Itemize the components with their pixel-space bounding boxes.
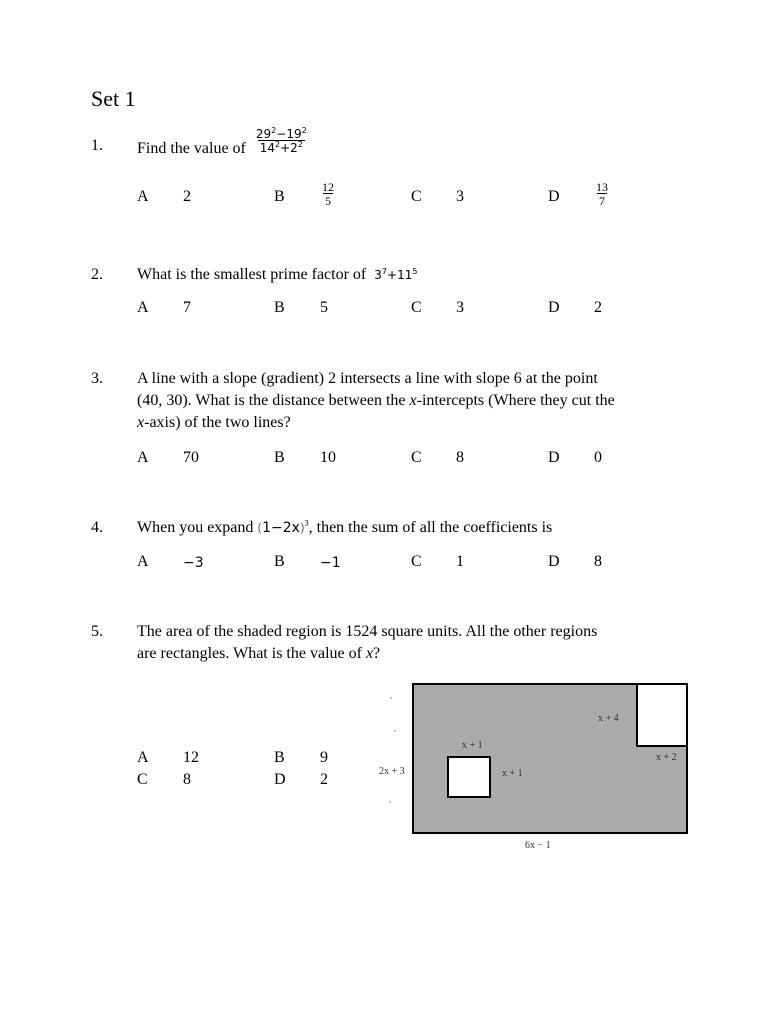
q3-option-c-letter: C	[411, 449, 422, 466]
question-2-expression: $3^7+11^5$	[374, 267, 418, 282]
q4-option-d-letter: D	[548, 553, 560, 570]
q3-option-d-letter: D	[548, 449, 560, 466]
q2-option-c-value: 3	[456, 299, 464, 316]
q5-option-b-letter: B	[274, 749, 285, 766]
question-4-expression: $(1-2x)^3$	[257, 518, 309, 536]
q1-option-c-letter: C	[411, 188, 422, 205]
question-4-prompt: When you expand	[137, 519, 254, 536]
q3-option-c-value: 8	[456, 449, 464, 466]
label-left: 2x + 3	[379, 766, 405, 777]
question-1-fraction	[254, 128, 309, 154]
q2-option-a-value: 7	[183, 299, 191, 316]
label-bottom: 6x − 1	[525, 840, 551, 851]
question-1-number: 1.	[91, 137, 103, 154]
question-3-line-3: x-axis) of the two lines?	[137, 414, 291, 431]
question-2-text	[137, 264, 417, 286]
q4-option-d-value: 8	[594, 553, 602, 570]
q1-option-b-letter: B	[274, 188, 285, 205]
q2-option-c-letter: C	[411, 299, 422, 316]
q1-option-d-letter: D	[548, 188, 560, 205]
q2-option-d-letter: D	[548, 299, 560, 316]
label-corner-left: x + 4	[598, 713, 619, 724]
label-inner-top: x + 1	[462, 740, 483, 751]
fraction-denominator: $14^2+2^2$	[259, 140, 303, 155]
q5-diagram	[370, 676, 700, 856]
question-2-number: 2.	[91, 266, 103, 283]
question-4-prompt-end: , then the sum of all the coefficients is	[308, 519, 553, 536]
q5-option-c-letter: C	[137, 771, 148, 788]
question-3-number: 3.	[91, 370, 103, 387]
q3-option-b-value: 10	[320, 449, 336, 466]
q5-option-d-letter: D	[274, 771, 286, 788]
q3-option-a-value: 70	[183, 449, 199, 466]
q5-option-a-value: 12	[183, 749, 199, 766]
question-1-prompt: Find the value of	[137, 139, 246, 157]
q4-option-c-letter: C	[411, 553, 422, 570]
q2-option-d-value: 2	[594, 299, 602, 316]
q3-option-b-letter: B	[274, 449, 285, 466]
q4-option-b-value: −1	[320, 555, 341, 571]
q4-option-a-letter: A	[137, 553, 149, 570]
set-title: Set 1	[91, 86, 136, 111]
q4-option-a-value: −3	[183, 555, 204, 571]
stray-dot	[389, 801, 390, 802]
question-4-number: 4.	[91, 519, 103, 536]
question-2-prompt: What is the smallest prime factor of	[137, 266, 367, 283]
question-5-line-1: The area of the shaded region is 1524 square units. All the other regions	[137, 623, 598, 640]
stray-dot	[394, 730, 395, 731]
q4-option-c-value: 1	[456, 553, 464, 570]
question-3-line-1: A line with a slope (gradient) 2 intersects a line with slope 6 at the point	[137, 370, 598, 387]
label-corner-bottom: x + 2	[656, 752, 677, 763]
question-5-text	[137, 621, 597, 665]
q1-option-c-value: 3	[456, 188, 464, 205]
q5-option-b-value: 9	[320, 749, 328, 766]
q5-option-a-letter: A	[137, 749, 149, 766]
question-3-text	[137, 368, 615, 434]
q1-option-a-value: 2	[183, 188, 191, 205]
q3-option-d-value: 0	[594, 449, 602, 466]
q2-option-b-letter: B	[274, 299, 285, 316]
q1-option-a-letter: A	[137, 188, 149, 205]
q1-option-b-fraction: $\frac{12}{5}$	[322, 180, 334, 208]
corner-rectangle	[637, 684, 687, 746]
q5-option-d-value: 2	[320, 771, 328, 788]
q2-option-a-letter: A	[137, 299, 149, 316]
q2-option-b-value: 5	[320, 299, 328, 316]
fraction-numerator: $29^2-19^2$	[255, 126, 307, 141]
stray-dot	[390, 697, 391, 698]
q3-option-a-letter: A	[137, 449, 149, 466]
question-3-line-2: (40, 30). What is the distance between the x-intercepts (Where they cut the	[137, 392, 615, 409]
q5-option-c-value: 8	[183, 771, 191, 788]
question-4-text	[137, 517, 552, 539]
question-1-text	[137, 126, 309, 157]
inner-rectangle	[448, 757, 490, 797]
question-5-line-2: are rectangles. What is the value of x?	[137, 645, 381, 662]
q4-option-b-letter: B	[274, 553, 285, 570]
q1-option-d-fraction: $\frac{13}{7}$	[596, 180, 608, 208]
label-inner-right: x + 1	[502, 768, 523, 779]
question-5-number: 5.	[91, 623, 103, 640]
